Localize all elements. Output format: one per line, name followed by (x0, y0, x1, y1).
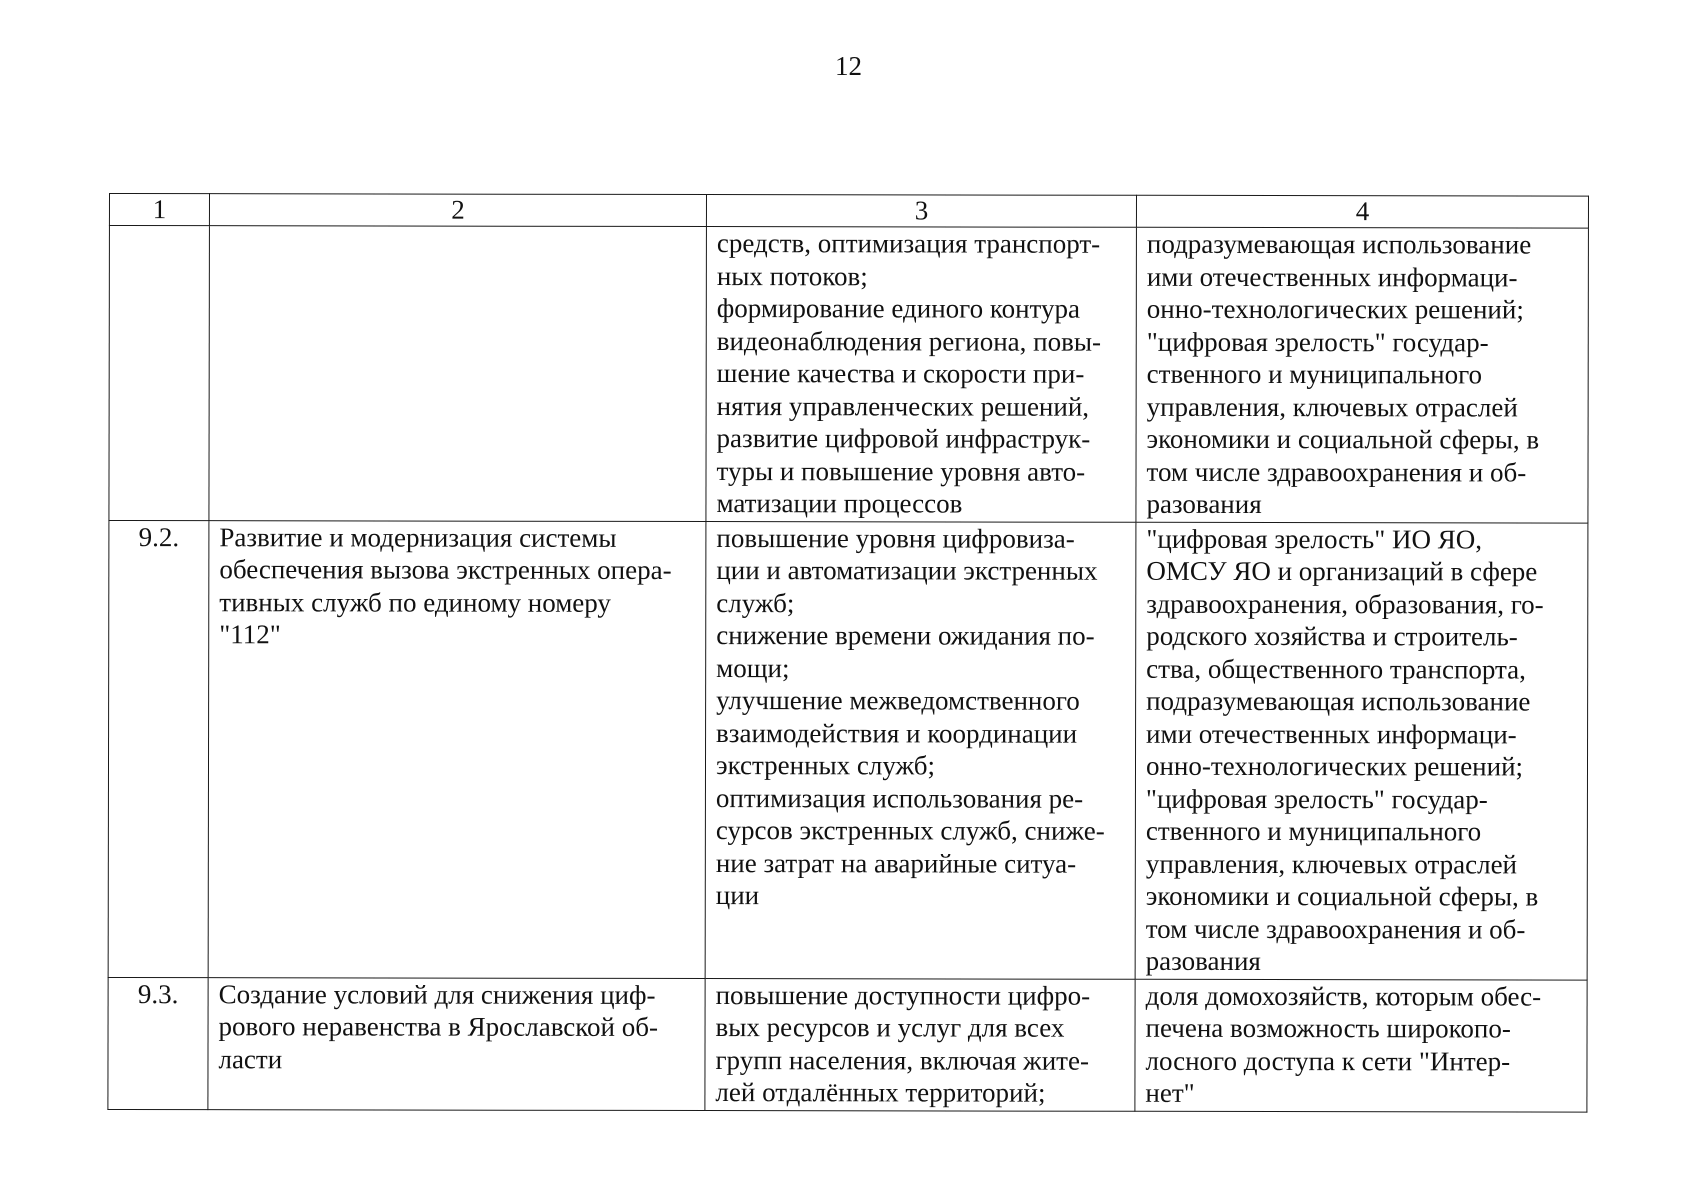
cell-text-line: экстренных служб; (715, 750, 936, 781)
cell-text-line: средств, оптимизация транспорт- (716, 228, 1101, 259)
cell-text-line: ОМСУ ЯО и организаций в сфере (1146, 555, 1538, 587)
cell-text-line: лей отдалённых территорий; (715, 1077, 1046, 1108)
header-cell-1: 1 (109, 194, 209, 226)
cell-text-line: управления, ключевых отраслей (1146, 391, 1518, 422)
cell-text-line: ими отечественных информаци- (1146, 261, 1518, 292)
indicator-cell (1136, 227, 1589, 522)
measure-name-cell (208, 977, 705, 1110)
cell-text-line: вых ресурсов и услуг для всех (715, 1012, 1065, 1043)
cell-text-line: Развитие и модернизация системы (219, 521, 617, 553)
row-number-cell: 9.2. (108, 520, 209, 977)
cell-text-line: служб; (716, 587, 795, 618)
result-cell (705, 521, 1136, 979)
cell-text-line: групп населения, включая жите- (715, 1044, 1089, 1076)
cell-text-line: тивных служб по единому номеру (219, 586, 611, 618)
cell-text-line: онно-технологических решений; (1145, 750, 1524, 782)
table-row (108, 977, 1587, 1112)
result-cell (705, 978, 1135, 1111)
header-cell-2: 2 (209, 194, 706, 227)
cell-text-line: нятия управленческих решений, (716, 390, 1090, 422)
cell-text-line: взаимодействия и координации (716, 717, 1078, 749)
cell-text-line: "цифровая зрелость" государ- (1145, 783, 1488, 814)
document-table (107, 193, 1589, 1112)
cell-text-line: экономики и социальной сферы, в (1146, 423, 1540, 455)
cell-text-line: повышение уровня цифровиза- (716, 522, 1075, 554)
cell-text-line: сурсов экстренных служб, сниже- (715, 815, 1105, 846)
cell-text-line: подразумевающая использование (1146, 228, 1532, 260)
page-number: 12 (835, 51, 862, 81)
cell-text-line: ласти (218, 1043, 283, 1074)
cell-text-line: снижение времени ожидания по- (716, 620, 1095, 651)
cell-text-line: рового неравенства в Ярославской об- (218, 1011, 659, 1042)
cell-text-line: обеспечения вызова экстренных опера- (219, 554, 672, 585)
cell-text-line: онно-технологических решений; (1146, 293, 1524, 325)
cell-text-line: развитие цифровой инфраструк- (716, 423, 1091, 454)
cell-text-line: повышение доступности цифро- (715, 979, 1091, 1011)
cell-text-line: ственного и муниципального (1146, 358, 1483, 390)
cell-text-line: ства, общественного транспорта, (1146, 653, 1526, 684)
cell-text-line: родского хозяйства и строитель- (1146, 620, 1518, 652)
cell-text-line: здравоохранения, образования, го- (1146, 588, 1544, 620)
cell-text-line: матизации процессов (716, 488, 963, 519)
row-number-cell (109, 226, 210, 521)
row-number-cell: 9.3. (108, 977, 208, 1109)
cell-text-line: том числе здравоохранения и об- (1145, 913, 1526, 944)
cell-text-line: "цифровая зрелость" государ- (1146, 326, 1489, 357)
cell-text-line: печена возможность широкопо- (1145, 1012, 1511, 1044)
cell-text-line: оптимизация использования ре- (715, 782, 1084, 814)
table-header-row (109, 194, 1588, 229)
table-row (109, 226, 1589, 523)
table-row (108, 520, 1588, 980)
cell-text-line: видеонаблюдения региона, повы- (716, 325, 1102, 357)
cell-text-line: "112" (219, 619, 281, 650)
header-cell-3: 3 (706, 195, 1136, 228)
result-cell (706, 227, 1137, 522)
cell-text-line: нет" (1145, 1077, 1195, 1108)
cell-text-line: туры и повышение уровня авто- (716, 455, 1086, 487)
cell-text-line: Создание условий для снижения циф- (218, 978, 656, 1010)
cell-text-line: разования (1145, 945, 1261, 977)
cell-text-line: экономики и социальной сферы, в (1145, 880, 1539, 912)
measure-name-cell (208, 520, 706, 978)
cell-text-line: разования (1146, 488, 1262, 520)
measure-name-cell (209, 226, 707, 521)
cell-text-line: улучшение межведомственного (716, 685, 1080, 716)
cell-text-line: ции и автоматизации экстренных (716, 555, 1098, 586)
cell-text-line: формирование единого контура (716, 293, 1080, 324)
indicator-cell (1135, 979, 1587, 1112)
cell-text-line: "цифровая зрелость" ИО ЯО, (1146, 523, 1483, 554)
cell-text-line: управления, ключевых отраслей (1145, 848, 1518, 879)
cell-text-line: ции (715, 880, 760, 911)
cell-text-line: мощи; (716, 652, 790, 683)
cell-text-line: лосного доступа к сети "Интер- (1145, 1045, 1511, 1076)
indicator-cell (1135, 522, 1588, 980)
cell-text-line: ими отечественных информаци- (1146, 718, 1517, 749)
header-cell-4: 4 (1136, 195, 1588, 228)
cell-text-line: том числе здравоохранения и об- (1146, 456, 1527, 487)
cell-text-line: подразумевающая использование (1146, 685, 1531, 717)
cell-text-line: ние затрат на аварийные ситуа- (715, 847, 1077, 879)
cell-text-line: ных потоков; (716, 260, 868, 291)
cell-text-line: шение качества и скорости при- (716, 358, 1085, 389)
cell-text-line: ственного и муниципального (1145, 815, 1482, 847)
cell-text-line: доля домохозяйств, которым обес- (1145, 980, 1542, 1012)
